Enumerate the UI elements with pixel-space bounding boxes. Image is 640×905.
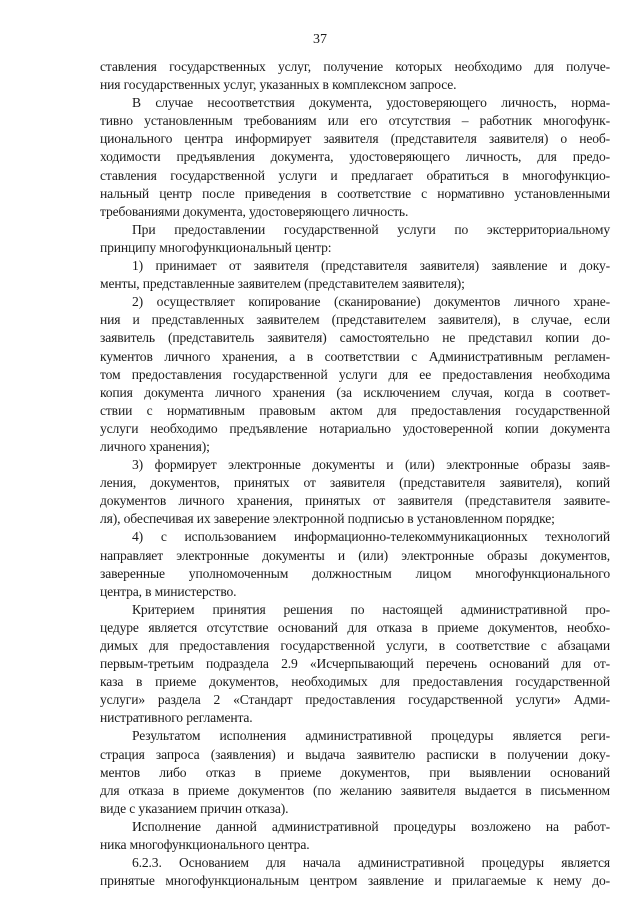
text-line: 1) принимает от заявителя (представителя заявителя) заявление и доку- [132, 258, 610, 274]
text-line: личного хранения); [100, 438, 210, 454]
text-line: менты, представленные заявителем (представителем заявителя); [100, 276, 465, 292]
text-line: услуги» раздела 2 «Стандарт предоставления государственной услуги» Адми- [100, 692, 610, 708]
text-line: услуги необходимо предъявление нотариально удостоверенной копии документа [100, 420, 610, 436]
text-line: ления, документов, принятых от заявителя (представителя заявителя), копий [100, 475, 610, 491]
text-line: каза в приеме документов, необходимых для предоставления государственной [100, 674, 610, 690]
text-line: При предоставлении государственной услуги по экстерриториальному [132, 221, 610, 237]
text-line: ствии с нормативным правовым актом для предоставления государственной [100, 402, 610, 418]
text-line: В случае несоответствия документа, удостоверяющего личность, норма- [132, 95, 610, 111]
text-line: ставления государственных услуг, получение которых необходимо для получе- [100, 59, 610, 74]
text-line: Исполнение данной административной процедуры возложено на работ- [132, 818, 610, 834]
text-line: ния и представленных заявителем (представителем заявителя), в случае, если [100, 312, 610, 328]
text-line: требованиями документа, удостоверяющего личность. [100, 203, 409, 219]
text-line: кументов личного хранения, а в соответствии с Административным регламен- [100, 348, 610, 364]
text-line: виде с указанием причин отказа). [100, 800, 289, 816]
text-line: нистративного регламента. [100, 710, 253, 726]
text-line: копия документа личного хранения (за исключением случая, когда в соответ- [100, 384, 610, 400]
text-line: документов личного хранения, принятых от заявителя (представителя заявите- [100, 493, 610, 509]
text-line: тивно установленным требованиям или его отсутствия – работник многофунк- [100, 113, 610, 129]
text-line: центра, в министерство. [100, 583, 237, 599]
text-line: заявитель (представитель заявителя) самостоятельно не представил копии до- [100, 330, 610, 346]
text-line: ния государственных услуг, указанных в комплексном запросе. [100, 77, 457, 93]
text-line: страция запроса (заявления) и выдача заявителю расписки в получении доку- [100, 746, 610, 762]
text-line: ля), обеспечивая их заверение электронной подписью в установленном порядке; [100, 511, 555, 527]
text-line: ника многофункционального центра. [100, 837, 310, 853]
text-line: Критерием принятия решения по настоящей административной про- [132, 601, 610, 617]
text-line: нальный центр после приведения в соответствие с нормативно установленными [100, 185, 610, 201]
text-line: 4) с использованием информационно-телекоммуникационных технологий [132, 529, 610, 545]
text-line: ходимости предъявления документа, удостоверяющего личность, для предо- [100, 149, 610, 165]
text-line: 2) осуществляет копирование (сканирование) документов личного хране- [132, 294, 610, 310]
text-line: для отказа в приеме документов (по желанию заявителя выдается в письменном [100, 782, 610, 798]
text-line: том предоставления государственной услуги для ее предоставления необходима [100, 366, 610, 382]
text-line: принятые многофункциональным центром заявление и прилагаемые к нему до- [100, 873, 610, 889]
text-line: принципу многофункциональный центр: [100, 239, 332, 255]
text-line: 6.2.3. Основанием для начала административной процедуры является [132, 855, 610, 871]
text-line: ционального центра информирует заявителя (представителя заявителя) о необ- [100, 131, 610, 147]
text-line: первым-третьим подраздела 2.9 «Исчерпывающий перечень оснований для от- [100, 656, 610, 672]
text-line: 3) формирует электронные документы и (или) электронные образы заяв- [132, 457, 610, 473]
text-line: Результатом исполнения административной процедуры является реги- [132, 728, 610, 744]
text-line: ментов либо отказ в приеме документов, при выявлении оснований [100, 764, 610, 780]
text-line: димых для предоставления государственной услуги, в соответствие с абзацами [100, 638, 610, 653]
text-line: направляет электронные документы и (или) электронные образы документов, [100, 547, 610, 563]
text-line: ставления государственной услуги и предлагает обратиться в многофункцио- [100, 167, 610, 183]
text-line: цедуре является отсутствие оснований для отказа в приеме документов, необхо- [100, 619, 610, 635]
page-number: 37 [313, 32, 327, 47]
text-line: заверенные уполномоченным должностным лицом многофункционального [100, 565, 610, 581]
document-body [100, 58, 610, 890]
